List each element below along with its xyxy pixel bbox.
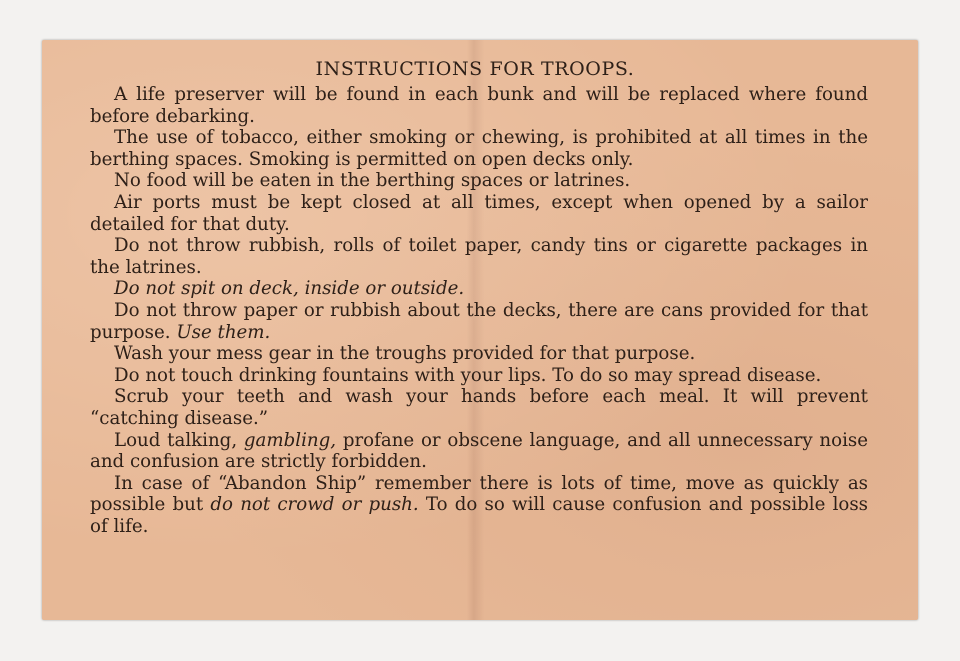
instruction-text-segment: No food will be eaten in the berthing spaces or latrines. [114, 170, 631, 192]
instruction-text-segment: To do so will cause confusion and possible loss of life. [90, 494, 868, 537]
instruction-no-spit [90, 278, 868, 300]
instruction-no-food [90, 170, 868, 192]
instruction-text-segment: do not crowd or push. [210, 494, 419, 516]
instruction-text-segment: Do not touch drinking fountains with your lips. To do so may spread disease. [114, 364, 822, 386]
card-title: INSTRUCTIONS FOR TROOPS. [315, 58, 635, 80]
instruction-text-segment: Do not throw paper or rubbish about the decks, there are cans provided for that purpose. [90, 299, 868, 343]
instruction-fountains [90, 365, 868, 387]
instruction-text-segment: The use of tobacco, either smoking or chewing, is prohibited at all times in the berthing spaces. Smoking is permitted on open decks only. [90, 127, 868, 170]
instruction-air-ports [90, 192, 868, 235]
instruction-abandon-ship [90, 473, 868, 538]
instruction-text-segment: Do not spit on deck, inside or outside. [114, 278, 465, 300]
instruction-text-segment: profane or obscene language, and all unnecessary noise and confusion are strictly forbidden. [90, 429, 869, 473]
instruction-life-preserver [90, 84, 868, 127]
instructions-body [90, 84, 868, 537]
instruction-text-segment: A life preserver will be found in each bunk and will be replaced where found before debarking. [90, 84, 868, 127]
instruction-text-segment: Use them. [176, 321, 271, 343]
instruction-text-segment: Loud talking, [114, 429, 244, 451]
instruction-loud-talking [90, 430, 868, 473]
instruction-text-segment: gambling, [243, 429, 337, 451]
instruction-text-segment: Wash your mess gear in the troughs provided for that purpose. [114, 343, 696, 365]
instruction-card [42, 40, 918, 620]
instruction-rubbish-latrines [90, 235, 868, 278]
instruction-paper-decks [90, 300, 868, 343]
instruction-text-segment: Scrub your teeth and wash your hands before each meal. It will prevent “catching disease.” [90, 386, 868, 429]
instruction-text-segment: Air ports must be kept closed at all times, except when opened by a sailor detailed for that duty. [90, 191, 868, 235]
instruction-text-segment: Do not throw rubbish, rolls of toilet paper, candy tins or cigarette packages in the latrines. [90, 235, 868, 278]
instruction-text-segment: In case of “Abandon Ship” remember there is lots of time, move as quickly as possible but [90, 472, 868, 516]
instruction-tobacco [90, 127, 868, 170]
instruction-teeth-hands [90, 386, 868, 429]
instruction-mess-gear [90, 343, 868, 365]
